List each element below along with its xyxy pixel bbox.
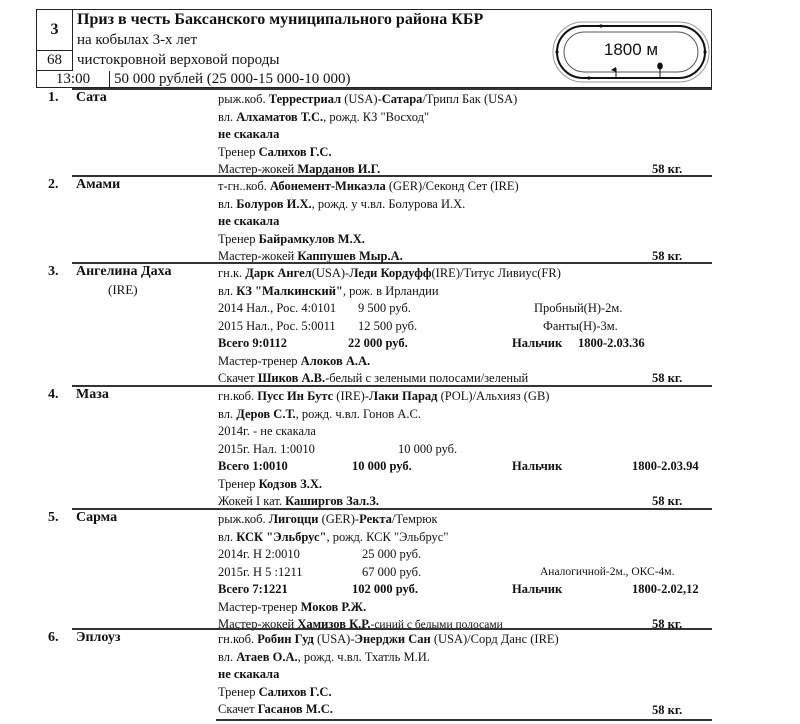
horse-number: 2. — [48, 177, 59, 192]
pedigree-part: /Трипл Бак (USA) — [422, 92, 518, 106]
pedigree-part: гн.коб. — [218, 632, 258, 646]
trainer-part: Салихов Г.С. — [258, 144, 332, 159]
trainer-part: Тренер — [218, 476, 259, 491]
pedigree-part: рыж.коб. — [218, 92, 269, 106]
horse-weight: 58 кг. — [652, 371, 683, 385]
race-prize: 50 000 рублей (25 000-15 000-10 000) — [114, 71, 351, 87]
row-divider — [72, 385, 712, 387]
pedigree-part: (IRE)- — [333, 389, 369, 403]
owner-part: , рожд. ч.вл. Гонов А.С. — [295, 406, 421, 421]
start-money: 12 500 руб. — [358, 318, 418, 333]
horse-number: 5. — [48, 510, 59, 525]
owner-part: вл. — [218, 529, 237, 544]
trainer-part: Тренер — [218, 684, 259, 699]
horse-name: Эплоуз — [76, 630, 121, 645]
start-note: Фанты(Н)-3м. — [543, 318, 618, 333]
horse-name: Сата — [76, 90, 107, 105]
jockey-part: Хамизов К.Р. — [297, 617, 371, 631]
jockey-part: Жокей I кат. — [218, 494, 286, 508]
owner — [218, 649, 430, 666]
track-diagram — [551, 18, 711, 86]
jockey-part: Каширгов Зал.З. — [285, 494, 379, 508]
owner — [218, 283, 439, 300]
pedigree-part: Робин Гуд — [257, 632, 314, 646]
horse-weight: 58 кг. — [652, 249, 683, 263]
trainer — [218, 684, 332, 701]
owner-part: , рож. в Ирландии — [342, 283, 439, 298]
total-record: Всего 9:0112 — [218, 336, 288, 350]
start-record: 2014г. - не скакала — [218, 424, 316, 438]
start-record: 2014г. Н 2:0010 — [218, 547, 300, 561]
horse-origin: (IRE) — [108, 282, 138, 297]
pedigree — [218, 91, 517, 108]
start-record: 2015г. Нал. 1:0010 — [218, 441, 315, 456]
pedigree-part: гн.к. — [218, 266, 246, 280]
owner — [218, 406, 421, 423]
trainer-part: Тренер — [218, 231, 259, 246]
owner-part: вл. — [218, 283, 237, 298]
horse-name: Ангелина Даха — [76, 264, 172, 279]
owner-part: , рожд. ч.вл. Тхатль М.И. — [297, 649, 430, 664]
horse-weight: 58 кг. — [652, 617, 683, 631]
owner-part: , рожд. КСК "Эльбрус" — [326, 529, 449, 544]
race-status: не скакала — [218, 667, 280, 681]
pedigree-part: (USA)- — [341, 92, 382, 106]
trainer — [218, 599, 366, 616]
total-record: Всего 1:0010 — [218, 459, 288, 473]
pedigree-part: (IRE)/Титус Ливиус(FR) — [431, 266, 561, 280]
jockey-part: Каппушев Мыр.А. — [297, 249, 403, 263]
start-money: 9 500 руб. — [358, 301, 411, 315]
owner-part: КСК "Эльбрус" — [236, 529, 327, 544]
best-track: Нальчик — [512, 582, 563, 596]
jockey — [218, 701, 333, 718]
trainer-part: Байрамкулов М.Х. — [258, 231, 365, 246]
owner-part: Болуров И.Х. — [236, 196, 312, 211]
owner-part: Атаев О.А. — [236, 649, 298, 664]
best-track: Нальчик — [512, 459, 563, 473]
pedigree-part: (GER)- — [318, 512, 360, 526]
horse-entry — [0, 262, 800, 385]
jockey-part: Гасанов М.С. — [257, 702, 333, 716]
horse-entry — [0, 175, 800, 262]
jockey-part: Мастер-жокей — [218, 617, 298, 631]
start-record: 2015 Нал., Рос. 5:0011 — [218, 318, 336, 333]
trainer — [218, 144, 332, 161]
race-code: 68 — [37, 51, 73, 71]
owner-part: вл. — [218, 109, 237, 124]
bottom-divider — [216, 719, 712, 721]
track-distance: 1800 м — [603, 40, 659, 59]
row-divider — [72, 88, 712, 90]
best-time: 1800-2.02,12 — [632, 582, 699, 596]
race-status: не скакала — [218, 214, 280, 228]
horse-weight: 58 кг. — [652, 494, 683, 508]
jockey-part: -белый с зелеными полосами/зеленый — [325, 371, 529, 385]
pedigree-part: (USA)- — [311, 266, 350, 280]
owner-part: , рожд. КЗ "Восход" — [323, 109, 430, 124]
horse-number: 4. — [48, 387, 59, 402]
start-money: 67 000 руб. — [362, 564, 422, 579]
total-record: Всего 7:1221 — [218, 582, 288, 596]
jockey-part: Шиков А.В. — [257, 371, 326, 385]
horse-name: Маза — [76, 387, 109, 402]
race-number: 3 — [37, 10, 73, 51]
pedigree-part: (USA)- — [313, 632, 355, 646]
horse-entry — [0, 628, 800, 720]
owner-part: КЗ "Малкинский" — [236, 283, 343, 298]
pedigree-part: Дарк Ангел — [245, 266, 312, 280]
jockey-part: -синий с белыми полосами — [370, 619, 503, 631]
owner — [218, 109, 429, 126]
pedigree — [218, 511, 438, 528]
trainer — [218, 353, 370, 370]
pedigree-part: (USA)/Сорд Данс (IRE) — [430, 632, 559, 646]
pedigree-part: Ректа — [359, 512, 392, 526]
race-condition-1: на кобылах 3-х лет — [77, 32, 198, 48]
trainer-part: Салихов Г.С. — [258, 684, 332, 699]
pedigree — [218, 631, 559, 648]
trainer-part: Моков Р.Ж. — [300, 599, 367, 614]
start-record: 2015г. Н 5 :1211 — [218, 564, 303, 579]
pedigree-part: т-гн..коб. — [218, 179, 270, 193]
race-status: не скакала — [218, 127, 280, 141]
jockey-part: Скачет — [218, 702, 258, 716]
jockey-part: Скачет — [218, 371, 258, 385]
trainer-part: Алоков А.А. — [300, 353, 371, 368]
start-note: Аналогичной-2м., ОКС-4м. — [540, 565, 675, 578]
owner-part: вл. — [218, 649, 237, 664]
best-track: Нальчик — [512, 336, 563, 350]
row-divider — [72, 628, 712, 630]
trainer — [218, 231, 365, 248]
trainer-part: Мастер-тренер — [218, 353, 301, 368]
start-note: Пробный(Н)-2м. — [534, 301, 623, 315]
owner — [218, 529, 448, 546]
jockey-part: Мастер-жокей — [218, 249, 298, 263]
pedigree-part: Лигоцци — [268, 512, 319, 526]
horse-entry — [0, 88, 800, 175]
row-divider — [72, 508, 712, 510]
horse-number: 3. — [48, 264, 59, 279]
horse-name: Сарма — [76, 510, 118, 525]
pedigree — [218, 265, 561, 282]
pedigree-part: (POL)/Альхияз (GB) — [437, 389, 550, 403]
owner-part: вл. — [218, 196, 237, 211]
horse-name: Амами — [76, 177, 121, 192]
pedigree-part: гн.коб. — [218, 389, 258, 403]
trainer — [218, 476, 322, 493]
trainer-part: Мастер-тренер — [218, 599, 301, 614]
horse-entry — [0, 385, 800, 508]
owner-part: вл. — [218, 406, 237, 421]
horse-weight: 58 кг. — [652, 162, 683, 176]
trainer-part: Кодзов З.Х. — [258, 476, 323, 491]
pedigree-part: Террестриал — [268, 92, 342, 106]
row-divider — [72, 175, 712, 177]
start-money: 25 000 руб. — [362, 547, 422, 561]
race-time: 13:00 — [37, 71, 110, 88]
best-time: 1800-2.03.94 — [632, 459, 699, 473]
pedigree-part: (GER)/Секонд Сет (IRE) — [385, 179, 519, 193]
horse-number: 1. — [48, 90, 59, 105]
start-money: 10 000 руб. — [398, 441, 458, 456]
pedigree-part: Леди Кордуфф — [349, 266, 432, 280]
race-header — [36, 9, 712, 88]
total-money: 102 000 руб. — [352, 582, 418, 596]
owner-part: , рожд. у ч.вл. Болурова И.Х. — [311, 196, 466, 211]
pedigree — [218, 178, 519, 195]
pedigree-part: Энерджи Сан — [354, 632, 431, 646]
owner-part: Деров С.Т. — [236, 406, 296, 421]
horse-entry — [0, 508, 800, 631]
best-time: 1800-2.03.36 — [578, 336, 645, 350]
owner-part: Алхаматов Т.С. — [236, 109, 324, 124]
trainer-part: Тренер — [218, 144, 259, 159]
horse-number: 6. — [48, 630, 59, 645]
jockey-part: Мастер-жокей — [218, 162, 298, 176]
pedigree-part: рыж.коб. — [218, 512, 269, 526]
total-money: 10 000 руб. — [352, 459, 412, 473]
horse-weight: 58 кг. — [652, 703, 683, 717]
pedigree-part: Лаки Парад — [368, 389, 438, 403]
owner — [218, 196, 465, 213]
pedigree-part: Абонемент-Микаэла — [270, 179, 386, 193]
race-condition-2: чистокровной верховой породы — [77, 52, 280, 68]
pedigree — [218, 388, 549, 405]
start-record: 2014 Нал., Рос. 4:0101 — [218, 301, 337, 315]
pedigree-part: Сатара — [381, 92, 423, 106]
race-title: Приз в честь Баксанского муниципального района КБР — [77, 11, 484, 28]
pedigree-part: Пусс Ин Бутс — [257, 389, 334, 403]
total-money: 22 000 руб. — [348, 336, 408, 350]
jockey-part: Марданов И.Г. — [297, 162, 381, 176]
pedigree-part: /Темрюк — [391, 512, 438, 526]
